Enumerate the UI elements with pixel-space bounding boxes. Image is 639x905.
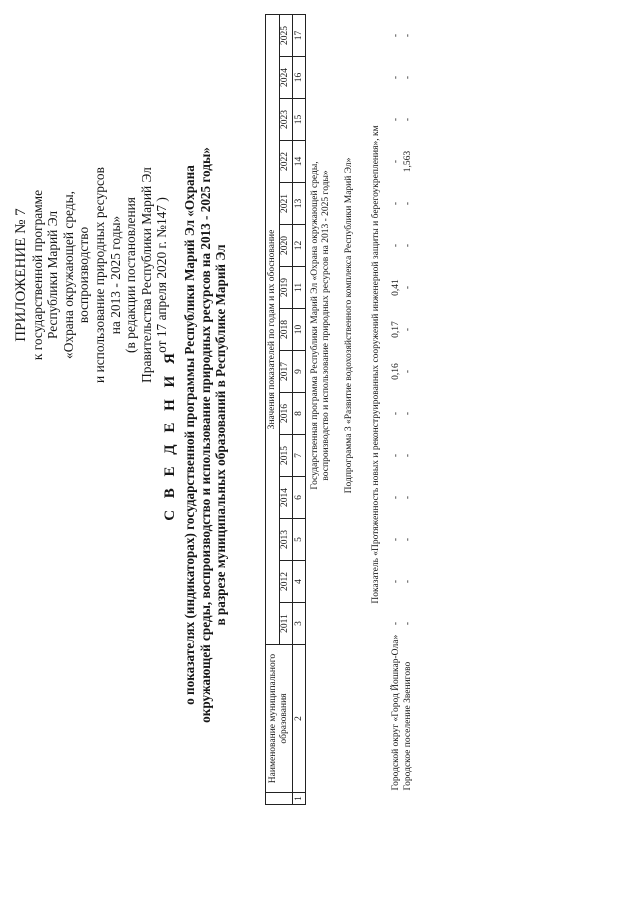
- colnum-cell: 1: [293, 793, 306, 805]
- program-label: [306, 14, 337, 644]
- colnum-cell: 13: [293, 183, 306, 225]
- value-cell: -: [390, 75, 401, 80]
- value-cell: 0,16: [390, 363, 401, 380]
- colnum-cell: 10: [293, 309, 306, 351]
- header-number: [266, 793, 293, 805]
- colnum-cell: 8: [293, 393, 306, 435]
- colnum-cell: 4: [293, 561, 306, 603]
- year-cell: 2015: [279, 435, 293, 477]
- table-row: [402, 14, 414, 804]
- value-cell: -: [402, 327, 413, 332]
- indicator-label: Показатель «Протяженность новых и реконструированных сооружений инженерной защиты и берегоукрепления», км: [370, 125, 381, 604]
- year-cell: 2011: [279, 603, 293, 645]
- year-cell: 2019: [279, 267, 293, 309]
- value-cell: -: [402, 201, 413, 206]
- colnum-cell: 15: [293, 99, 306, 141]
- value-cell: -: [402, 411, 413, 416]
- appendix-line: Правительства Республики Марий Эл: [138, 167, 154, 383]
- value-cell: -: [390, 453, 401, 458]
- year-cell: 2020: [279, 225, 293, 267]
- year-cell: 2012: [279, 561, 293, 603]
- appendix-line: на 2013 - 2025 годы»: [107, 215, 123, 335]
- appendix-line: «Охрана окружающей среды, воспроизводство: [60, 191, 92, 359]
- year-cell: 2017: [279, 351, 293, 393]
- year-cell: 2025: [279, 14, 293, 56]
- year-cell: 2013: [279, 519, 293, 561]
- title-line: в разрезе муниципальных образований в Республике Марий Эл: [213, 244, 229, 626]
- value-cell: -: [390, 201, 401, 206]
- colnum-cell: 11: [293, 267, 306, 309]
- appendix-line: и использование природных ресурсов: [91, 167, 107, 383]
- program-label-row: [306, 14, 337, 804]
- value-cell: -: [390, 159, 401, 164]
- colnum-cell: 17: [293, 14, 306, 56]
- year-cell: 2021: [279, 183, 293, 225]
- value-cell: -: [390, 117, 401, 122]
- document-title: [163, 135, 229, 735]
- table-row: [390, 14, 402, 804]
- subprogram-label: Подпрограмма 3 «Развитие водохозяйственного комплекса Республики Марий Эл»: [343, 157, 354, 494]
- colnum-cell: 5: [293, 519, 306, 561]
- value-cell: -: [402, 453, 413, 458]
- value-cell: -: [402, 537, 413, 542]
- appendix-line: (в редакции постановления: [123, 197, 139, 353]
- title-line: о показателях (индикаторах) государственной программы Республики Марий Эл «Охрана: [182, 165, 198, 705]
- appendix-line: к государственной программе: [29, 189, 45, 361]
- value-cell: -: [390, 621, 401, 626]
- year-cell: 2024: [279, 57, 293, 99]
- indicators-table: [265, 14, 414, 805]
- value-cell: -: [402, 285, 413, 290]
- value-cell: -: [390, 243, 401, 248]
- municipality-name: Городской округ «Город Йошкар-Ола»: [390, 634, 401, 791]
- colnum-cell: 3: [293, 603, 306, 645]
- header-municipality: Наименование муниципального образования: [266, 645, 293, 793]
- colnum-cell: 14: [293, 141, 306, 183]
- value-cell: 0,17: [390, 321, 401, 338]
- value-cell: -: [402, 117, 413, 122]
- colnum-cell: 6: [293, 477, 306, 519]
- header-values: Значения показателей по годам и их обоснование: [266, 14, 280, 644]
- value-cell: -: [390, 33, 401, 38]
- value-cell: -: [390, 537, 401, 542]
- title-caps: С В Е Д Е Н И Я: [162, 349, 178, 521]
- subprogram-label-row: [336, 14, 362, 804]
- colnum-cell: 12: [293, 225, 306, 267]
- value-cell: 0,41: [390, 279, 401, 296]
- appendix-header: [14, 150, 170, 400]
- title-line: окружающей среды, воспроизводство и использование природных ресурсов на 2013 - 2025 годы»: [197, 147, 213, 723]
- value-cell: -: [402, 621, 413, 626]
- table-header-row: [266, 14, 280, 804]
- colnum-cell: 9: [293, 351, 306, 393]
- year-cell: 2022: [279, 141, 293, 183]
- value-cell: -: [402, 495, 413, 500]
- program-label-line: воспроизводство и использование природных ресурсов на 2013 - 2025 годы»: [321, 170, 331, 481]
- value-cell: -: [402, 243, 413, 248]
- program-label-line: Государственная программа Республики Марий Эл «Охрана окружающей среды,: [310, 161, 320, 490]
- value-cell: -: [402, 369, 413, 374]
- value-cell: -: [390, 411, 401, 416]
- colnum-cell: 2: [293, 645, 306, 793]
- year-cell: 2016: [279, 393, 293, 435]
- year-cell: 2014: [279, 477, 293, 519]
- year-cell: 2018: [279, 309, 293, 351]
- indicator-label-row: [362, 14, 390, 804]
- appendix-line: ПРИЛОЖЕНИЕ № 7: [13, 208, 29, 342]
- value-cell: -: [390, 579, 401, 584]
- value-cell: -: [402, 579, 413, 584]
- appendix-line: от 17 апреля 2020 г. №147 ): [154, 197, 170, 353]
- table-colnum-row: [293, 14, 306, 804]
- colnum-cell: 16: [293, 57, 306, 99]
- colnum-cell: 7: [293, 435, 306, 477]
- appendix-line: Республики Марий Эл: [45, 210, 61, 340]
- year-cell: 2023: [279, 99, 293, 141]
- municipality-name: Городское поселение Звенигово: [402, 661, 413, 791]
- value-cell: 1,563: [402, 150, 413, 173]
- value-cell: -: [390, 495, 401, 500]
- value-cell: -: [402, 33, 413, 38]
- value-cell: -: [402, 75, 413, 80]
